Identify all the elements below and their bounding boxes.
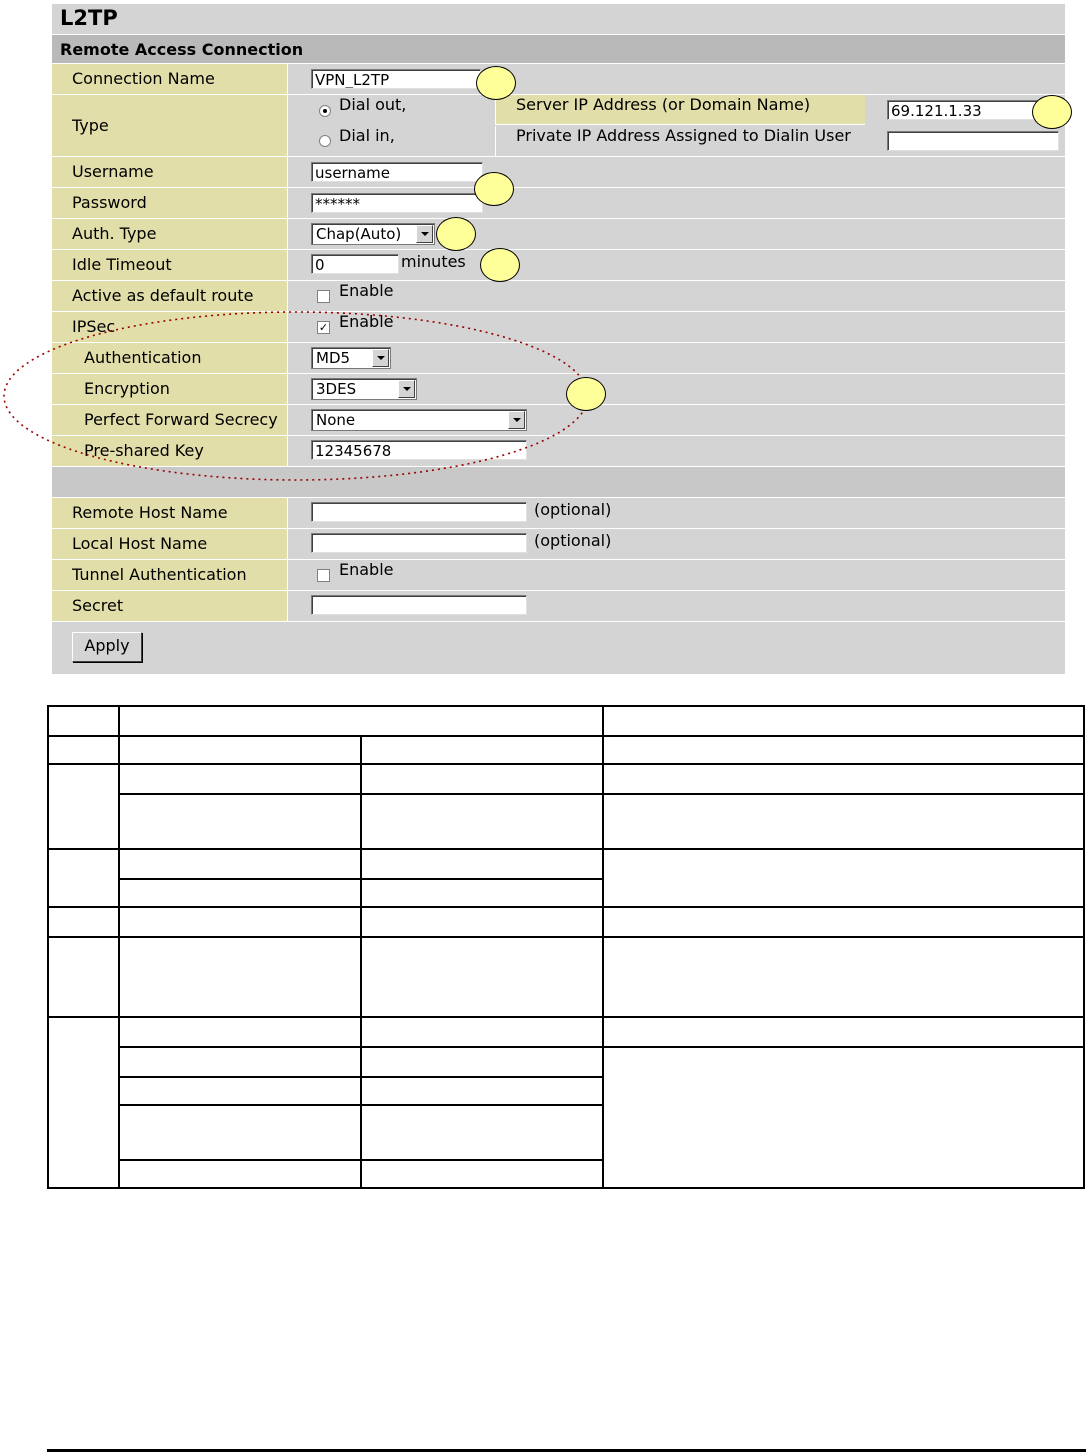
pfs-label: Perfect Forward Secrecy xyxy=(52,405,288,435)
remote-host-label: Remote Host Name xyxy=(52,498,288,528)
server-ip-label: Server IP Address (or Domain Name) xyxy=(516,95,811,114)
dial-out-radio[interactable] xyxy=(319,105,331,117)
table-row xyxy=(48,849,1084,879)
page-title: L2TP xyxy=(52,4,1065,35)
row-secret xyxy=(52,591,1065,622)
row-username xyxy=(52,157,1065,188)
table-row xyxy=(48,1047,1084,1077)
callout-marker-icon xyxy=(436,217,476,251)
table-row xyxy=(48,764,1084,794)
footer-divider xyxy=(47,1449,1086,1452)
password-input[interactable]: ****** xyxy=(311,193,483,213)
auth-type-select[interactable] xyxy=(311,223,435,245)
row-connection-name xyxy=(52,64,1065,95)
authentication-label: Authentication xyxy=(52,343,288,373)
connection-name-input[interactable]: VPN_L2TP xyxy=(311,69,481,89)
auth-type-label: Auth. Type xyxy=(52,219,288,249)
row-tunnel-auth xyxy=(52,560,1065,591)
table-row xyxy=(48,907,1084,937)
table-row xyxy=(48,706,1084,736)
tunnel-auth-option: Enable xyxy=(339,560,394,579)
psk-label: Pre-shared Key xyxy=(52,436,288,466)
row-idle-timeout xyxy=(52,250,1065,281)
chevron-down-icon[interactable] xyxy=(416,225,433,243)
remote-host-input[interactable] xyxy=(311,502,527,522)
section-header: Remote Access Connection xyxy=(52,35,1065,64)
row-type xyxy=(52,95,1065,157)
type-label: Type xyxy=(52,95,288,156)
apply-button[interactable]: Apply xyxy=(72,632,142,662)
default-route-option: Enable xyxy=(339,281,394,300)
username-input[interactable]: username xyxy=(311,162,483,182)
callout-marker-icon xyxy=(1032,95,1072,129)
table-row xyxy=(48,1017,1084,1047)
callout-marker-icon xyxy=(474,172,514,206)
ipsec-checkbox[interactable]: ✓ xyxy=(318,321,329,334)
idle-timeout-unit: minutes xyxy=(401,252,466,271)
table-row xyxy=(48,736,1084,764)
row-remote-host xyxy=(52,498,1065,529)
idle-timeout-label: Idle Timeout xyxy=(52,250,288,280)
remote-host-note: (optional) xyxy=(534,500,612,519)
apply-bar xyxy=(52,622,1065,674)
ipsec-highlight-ellipse xyxy=(0,300,600,495)
local-host-note: (optional) xyxy=(534,531,612,550)
idle-timeout-input[interactable]: 0 xyxy=(311,254,399,274)
private-ip-input[interactable] xyxy=(887,131,1059,151)
row-local-host xyxy=(52,529,1065,560)
tunnel-auth-checkbox[interactable] xyxy=(317,569,330,582)
default-route-label: Active as default route xyxy=(52,281,288,311)
table-row xyxy=(48,794,1084,849)
server-ip-label-cell xyxy=(495,95,865,125)
private-ip-label: Private IP Address Assigned to Dialin User xyxy=(516,126,851,145)
local-host-label: Local Host Name xyxy=(52,529,288,559)
ipsec-option: Enable xyxy=(339,312,394,331)
local-host-input[interactable] xyxy=(311,533,527,553)
callout-marker-icon xyxy=(476,66,516,100)
ipsec-label: IPSec xyxy=(52,312,288,342)
server-ip-input[interactable]: 69.121.1.33 xyxy=(887,100,1059,120)
description-table xyxy=(47,705,1085,1189)
row-auth-type xyxy=(52,219,1065,250)
dial-out-label: Dial out, xyxy=(339,95,407,114)
table-row xyxy=(48,937,1084,1017)
secret-label: Secret xyxy=(52,591,288,621)
username-label: Username xyxy=(52,157,288,187)
callout-marker-icon xyxy=(480,248,520,282)
auth-type-value: Chap(Auto) xyxy=(316,225,402,243)
private-ip-label-cell xyxy=(495,126,865,156)
connection-name-label: Connection Name xyxy=(52,64,288,94)
callout-marker-icon xyxy=(566,377,606,411)
psk-input[interactable]: 12345678 xyxy=(311,440,527,460)
pfs-value: None xyxy=(316,411,356,429)
encryption-value: 3DES xyxy=(316,380,357,398)
row-password xyxy=(52,188,1065,219)
encryption-label: Encryption xyxy=(52,374,288,404)
authentication-value: MD5 xyxy=(316,349,351,367)
password-label: Password xyxy=(52,188,288,218)
tunnel-auth-label: Tunnel Authentication xyxy=(52,560,288,590)
dial-in-label: Dial in, xyxy=(339,126,395,145)
dial-in-radio[interactable] xyxy=(319,135,331,147)
secret-input[interactable] xyxy=(311,595,527,615)
